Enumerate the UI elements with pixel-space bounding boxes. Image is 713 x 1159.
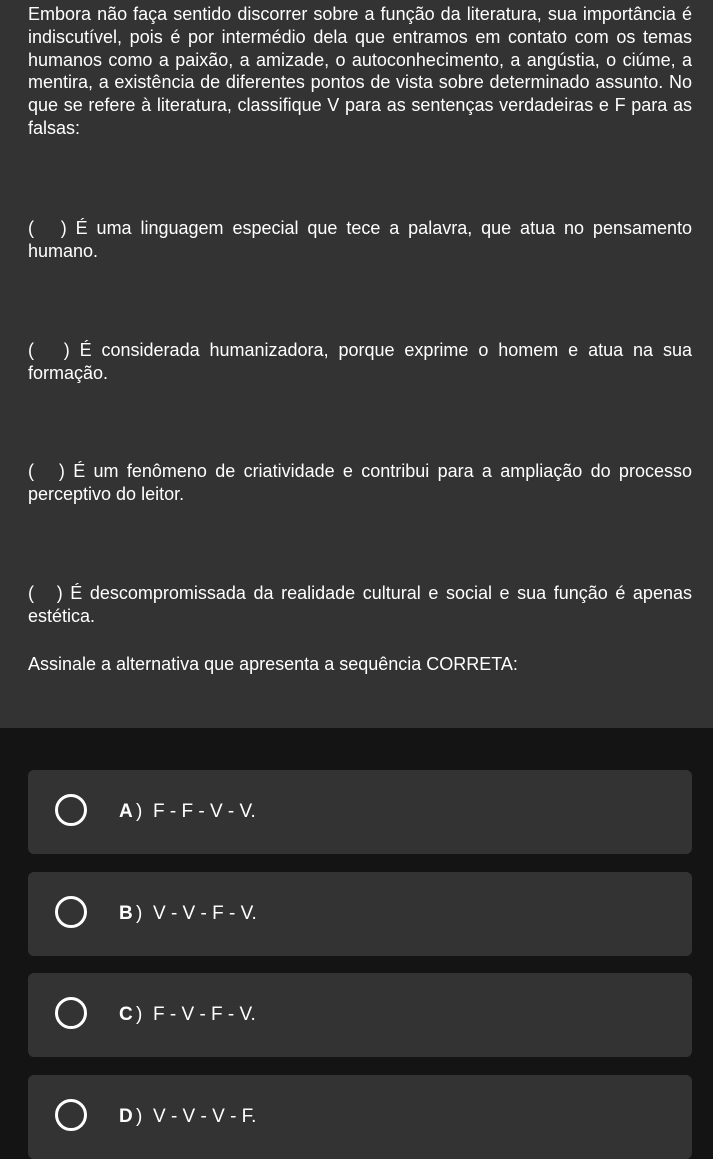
- radio-circle-icon[interactable]: [55, 1099, 87, 1131]
- option-d[interactable]: [28, 1075, 692, 1159]
- option-paren: ): [136, 1106, 143, 1127]
- statement-checkbox: ( ): [28, 461, 65, 481]
- statement-checkbox: ( ): [28, 583, 63, 603]
- statement-text: É um fenômeno de criatividade e contribui para a ampliação do processo perceptivo do leitor.: [28, 461, 692, 504]
- option-text: F - V - F - V.: [153, 1004, 256, 1025]
- option-text: V - V - F - V.: [153, 903, 257, 924]
- statement-checkbox: ( ): [28, 340, 70, 360]
- option-paren: ): [136, 1004, 143, 1025]
- option-text: F - F - V - V.: [153, 801, 256, 822]
- option-paren: ): [136, 801, 143, 822]
- radio-circle-icon[interactable]: [55, 794, 87, 826]
- option-paren: ): [136, 903, 143, 924]
- statement-text: É uma linguagem especial que tece a palavra, que atua no pensamento humano.: [28, 218, 692, 261]
- option-letter: C: [119, 1004, 133, 1025]
- question-instruction: Assinale a alternativa que apresenta a sequência CORRETA:: [28, 654, 518, 674]
- statement-checkbox: ( ): [28, 218, 67, 238]
- option-b[interactable]: [28, 872, 692, 956]
- option-letter: D: [119, 1106, 133, 1127]
- question-intro: Embora não faça sentido discorrer sobre a função da literatura, sua importância é indiscutível, pois é por intermédio dela que entramos em contato com os temas humanos como a paixão, a amizade, o autoconhecimento, a angústia, o ciúme, a mentira, a existência de diferentes pontos de vista sobre determinado assunto. No que se refere à literatura, classifique V para as sentenças verdadeiras e F para as falsas:: [28, 4, 692, 138]
- radio-circle-icon[interactable]: [55, 997, 87, 1029]
- statement-1: [28, 217, 692, 263]
- option-c[interactable]: [28, 973, 692, 1057]
- option-letter: B: [119, 903, 133, 924]
- statement-3: [28, 460, 692, 506]
- option-text: V - V - V - F.: [153, 1106, 257, 1127]
- statement-text: É descompromissada da realidade cultural e social e sua função é apenas estética.: [28, 583, 692, 626]
- statement-2: [28, 339, 692, 385]
- option-letter: A: [119, 801, 133, 822]
- statement-4: [28, 582, 692, 628]
- option-a[interactable]: [28, 770, 692, 854]
- statement-text: É considerada humanizadora, porque exprime o homem e atua na sua formação.: [28, 340, 692, 383]
- radio-circle-icon[interactable]: [55, 896, 87, 928]
